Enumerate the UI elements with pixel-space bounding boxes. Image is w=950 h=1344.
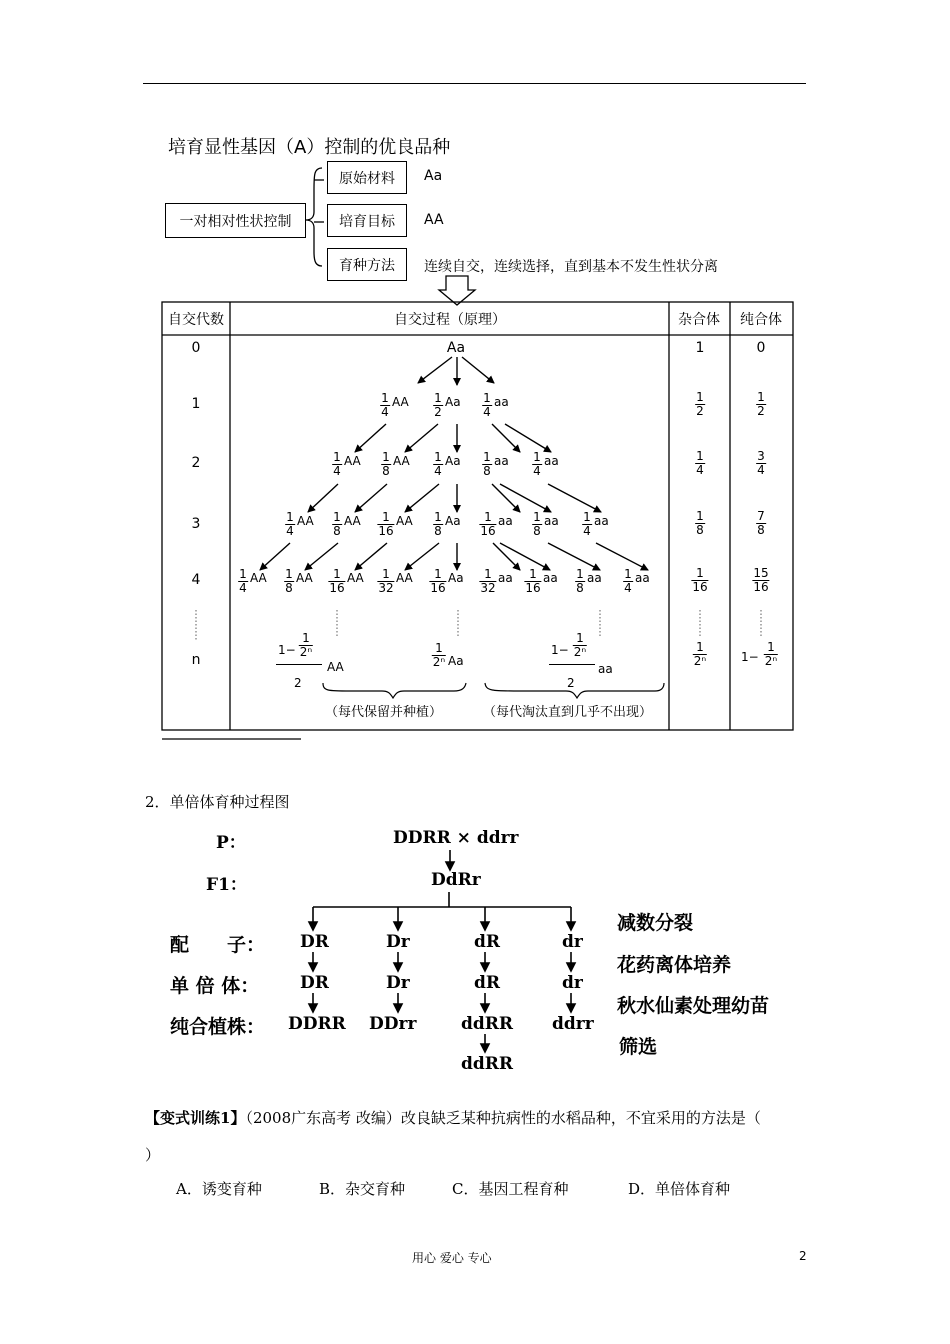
genN-mid-num: 1 [435, 641, 443, 655]
gen3-genotype-3: Aa [445, 514, 461, 528]
step-colchicine: 秋水仙素处理幼苗 [617, 995, 770, 1017]
option-a: A．诱变育种 [176, 1180, 262, 1198]
pure-DDRR: DDRR [288, 1014, 346, 1034]
gen-3: 3 [191, 516, 201, 532]
frac-num: 1 [434, 510, 442, 524]
hetero-value-0: 1 [695, 340, 705, 356]
gen2-genotype-3: aa [494, 454, 509, 468]
frac-den: 8 [576, 581, 584, 595]
haploid-dr: dr [562, 973, 583, 993]
gamete-dr: dr [562, 932, 583, 952]
table-header-hetero: 杂合体 [678, 312, 720, 328]
frac-num: 1 [533, 450, 541, 464]
frac-num: 1 [484, 567, 492, 581]
exercise-tag: 【变式训练1】 [145, 1109, 246, 1127]
frac-num: 1 [333, 450, 341, 464]
exercise-text: （2008广东高考 改编）改良缺乏某种抗病性的水稻品种，不宜采用的方法是（ [245, 1109, 761, 1127]
frac-den: 4 [483, 405, 491, 419]
gen4-genotype-6: aa [543, 571, 558, 585]
frac-den: 16 [329, 581, 345, 595]
item-box-material: 原始材料 [327, 161, 407, 194]
step-anther: 花药离体培养 [617, 954, 732, 976]
gen3-genotype-5: aa [544, 514, 559, 528]
frac-den: 32 [480, 581, 496, 595]
genN-left-prefix: 1− [278, 643, 296, 657]
frac-num: 1 [333, 510, 341, 524]
frac-den: 8 [382, 464, 390, 478]
footer-center: 用心 爱心 专心 [412, 1251, 492, 1265]
frac-num: 15 [753, 566, 769, 580]
frac-den: 2 [434, 405, 442, 419]
note-left: （每代保留并种植） [325, 705, 443, 720]
frac-den: 16 [430, 581, 446, 595]
table-header-homo: 纯合体 [740, 312, 782, 328]
gamete-DR: DR [300, 932, 329, 952]
frac-num: 1 [483, 450, 491, 464]
option-b: B．杂交育种 [319, 1180, 406, 1198]
gen4-genotype-5: aa [498, 571, 513, 585]
gen1-genotype-1: Aa [445, 395, 461, 409]
p-cross: DDRR × ddrr [393, 828, 519, 848]
pure-ddrr: ddrr [552, 1014, 594, 1034]
f1-value: DdRr [431, 870, 481, 890]
gen4-genotype-0: AA [250, 571, 267, 585]
homo-value-0: 0 [756, 340, 766, 356]
frac-den: 16 [480, 524, 496, 538]
gen-1: 1 [191, 396, 201, 412]
frac-num: 1 [696, 390, 704, 404]
pure-ddRR: ddRR [461, 1014, 514, 1034]
option-c: C．基因工程育种 [452, 1180, 569, 1198]
section2-title: 2．单倍体育种过程图 [145, 793, 290, 811]
frac-den: 4 [239, 581, 247, 595]
frac-den: 16 [525, 581, 541, 595]
frac-den: 2ⁿ [764, 654, 778, 668]
gen4-genotype-7: aa [587, 571, 602, 585]
control-box: 一对相对性状控制 [165, 203, 306, 238]
genN-mid-genotype: Aa [448, 654, 464, 668]
frac-num: 1 [434, 391, 442, 405]
frac-num: 1 [696, 509, 704, 523]
item-value-goal: AA [424, 212, 444, 228]
frac-num: 1 [529, 567, 537, 581]
frac-den: 4 [533, 464, 541, 478]
frac-num: 1 [767, 640, 775, 654]
frac-den: 4 [583, 524, 591, 538]
gen2-genotype-4: aa [544, 454, 559, 468]
frac-num: 1 [286, 510, 294, 524]
row-label-pure: 纯合植株： [170, 1016, 266, 1038]
table-header-generation: 自交代数 [168, 312, 224, 328]
frac-den: 4 [696, 463, 704, 477]
option-d: D．单倍体育种 [628, 1180, 731, 1198]
frac-den: 2 [757, 404, 765, 418]
gen-n: n [191, 652, 201, 668]
frac-den: 2ⁿ [693, 654, 707, 668]
frac-num: 1 [382, 567, 390, 581]
haploid-Dr: Dr [386, 973, 410, 993]
frac-num: 1 [624, 567, 632, 581]
frac-num: 1 [583, 510, 591, 524]
gen-0: 0 [191, 340, 201, 356]
homo-prefix-5: 1− [741, 650, 759, 664]
haploid-DR: DR [300, 973, 329, 993]
frac-den: 8 [757, 523, 765, 537]
frac-den: 16 [378, 524, 394, 538]
gamete-dR: dR [474, 932, 501, 952]
frac-den: 4 [757, 463, 765, 477]
gen1-genotype-0: AA [392, 395, 409, 409]
gen4-genotype-2: AA [347, 571, 364, 585]
table-header-process: 自交过程（原理） [394, 312, 506, 328]
genN-right-prefix: 1− [551, 643, 569, 657]
gamete-Dr: Dr [386, 932, 410, 952]
pure-DDrr: DDrr [369, 1014, 417, 1034]
frac-num: 1 [483, 391, 491, 405]
gen2-genotype-0: AA [344, 454, 361, 468]
item-box-method: 育种方法 [327, 248, 407, 281]
f1-label: F1： [206, 875, 247, 895]
step-meiosis: 减数分裂 [617, 912, 694, 934]
frac-num: 3 [757, 449, 765, 463]
gen4-genotype-4: Aa [448, 571, 464, 585]
frac-num: 1 [239, 567, 247, 581]
extra-ddRR: ddRR [461, 1054, 514, 1074]
gen2-genotype-2: Aa [445, 454, 461, 468]
frac-den: 8 [285, 581, 293, 595]
frac-num: 1 [696, 640, 704, 654]
frac-den: 8 [483, 464, 491, 478]
frac-den: 16 [692, 580, 708, 594]
step-select: 筛选 [619, 1036, 658, 1058]
p-label: P： [216, 833, 246, 853]
frac-num: 1 [696, 449, 704, 463]
frac-den: 8 [434, 524, 442, 538]
frac-num: 1 [434, 450, 442, 464]
item-value-method: 连续自交，连续选择，直到基本不发生性状分离 [424, 259, 718, 275]
genN-left-genotype: AA [327, 660, 344, 674]
genN-left-one: 1 [302, 631, 310, 645]
frac-num: 1 [381, 391, 389, 405]
gen4-genotype-1: AA [296, 571, 313, 585]
haploid-dR: dR [474, 973, 501, 993]
frac-den: 4 [434, 464, 442, 478]
frac-den: 4 [333, 464, 341, 478]
gen3-genotype-4: aa [498, 514, 513, 528]
gen4-genotype-3: AA [396, 571, 413, 585]
gen3-genotype-2: AA [396, 514, 413, 528]
frac-num: 1 [484, 510, 492, 524]
genN-right-den: 2 [567, 676, 575, 690]
gen2-genotype-1: AA [393, 454, 410, 468]
tree-root: Aa [446, 340, 466, 356]
row-label-haploid: 单 倍 体： [170, 975, 260, 997]
frac-num: 1 [533, 510, 541, 524]
note-right: （每代淘汰直到几乎不出现） [483, 705, 653, 720]
page-number: 2 [799, 1249, 807, 1263]
gen-4: 4 [191, 572, 201, 588]
frac-den: 8 [333, 524, 341, 538]
frac-num: 1 [696, 566, 704, 580]
item-value-material: Aa [424, 168, 443, 184]
gen3-genotype-6: aa [594, 514, 609, 528]
exercise-line [145, 1107, 761, 1128]
section1-title: 培育显性基因（A）控制的优良品种 [168, 137, 451, 158]
frac-den: 8 [696, 523, 704, 537]
genN-right-one: 1 [576, 631, 584, 645]
frac-num: 1 [757, 390, 765, 404]
genN-left-den: 2 [294, 676, 302, 690]
genN-mid-den: 2ⁿ [432, 655, 446, 669]
frac-den: 16 [753, 580, 769, 594]
gen-2: 2 [191, 455, 201, 471]
frac-den: 4 [381, 405, 389, 419]
gen4-genotype-8: aa [635, 571, 650, 585]
genN-right-genotype: aa [598, 662, 613, 676]
frac-den: 4 [286, 524, 294, 538]
frac-num: 1 [382, 510, 390, 524]
frac-den: 8 [533, 524, 541, 538]
item-box-goal: 培育目标 [327, 204, 407, 237]
frac-num: 1 [434, 567, 442, 581]
exercise-close: ） [145, 1146, 161, 1164]
frac-num: 7 [757, 509, 765, 523]
frac-num: 1 [382, 450, 390, 464]
gen3-genotype-0: AA [297, 514, 314, 528]
frac-num: 1 [576, 567, 584, 581]
genN-right-twon: 2ⁿ [573, 645, 587, 659]
frac-den: 4 [624, 581, 632, 595]
gen3-genotype-1: AA [344, 514, 361, 528]
genN-left-twon: 2ⁿ [299, 645, 313, 659]
gen1-genotype-2: aa [494, 395, 509, 409]
frac-num: 1 [285, 567, 293, 581]
frac-den: 2 [696, 404, 704, 418]
frac-num: 1 [333, 567, 341, 581]
frac-den: 32 [378, 581, 394, 595]
row-label-gamete: 配 子： [170, 934, 266, 956]
